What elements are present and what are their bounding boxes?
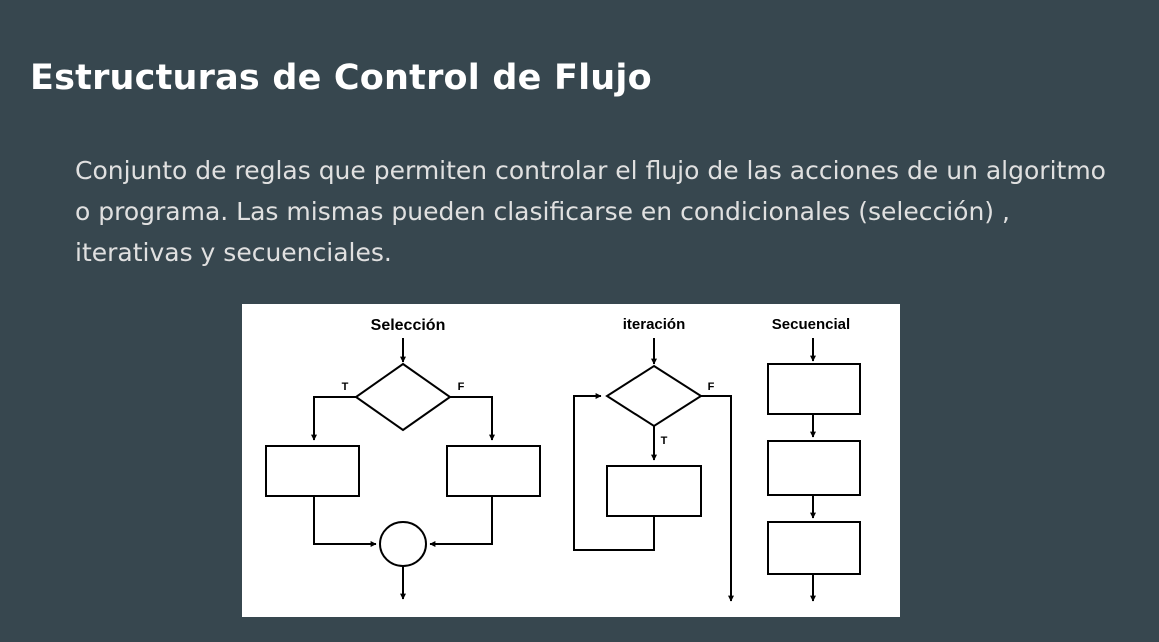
iteracion-true-label: T [660,435,668,447]
secuencial-box-1 [768,364,860,414]
secuencial-flowchart [768,338,860,601]
seleccion-true-box [266,446,359,496]
seleccion-true-label: T [341,381,349,393]
page-title: Estructuras de Control de Flujo [30,58,652,98]
iteracion-title: iteración [622,316,686,333]
seleccion-false-label: F [457,381,465,393]
iteracion-flowchart [574,338,731,601]
seleccion-junction-circle [380,522,426,566]
flowchart-diagram [242,304,900,617]
iteracion-body-box [607,466,701,516]
iteracion-decision-diamond [607,366,701,426]
seleccion-false-box [447,446,540,496]
iteracion-false-label: F [707,381,715,393]
secuencial-box-3 [768,522,860,574]
seleccion-title: Selección [370,317,446,334]
secuencial-box-2 [768,441,860,495]
secuencial-title: Secuencial [771,316,851,333]
seleccion-flowchart [266,338,540,599]
seleccion-decision-diamond [356,364,450,430]
body-paragraph: Conjunto de reglas que permiten controlar el flujo de las acciones de un algoritmo o programa. Las mismas pueden clasificarse en condicionales (selección) , iterativas y secuenciales. [75,156,1106,267]
